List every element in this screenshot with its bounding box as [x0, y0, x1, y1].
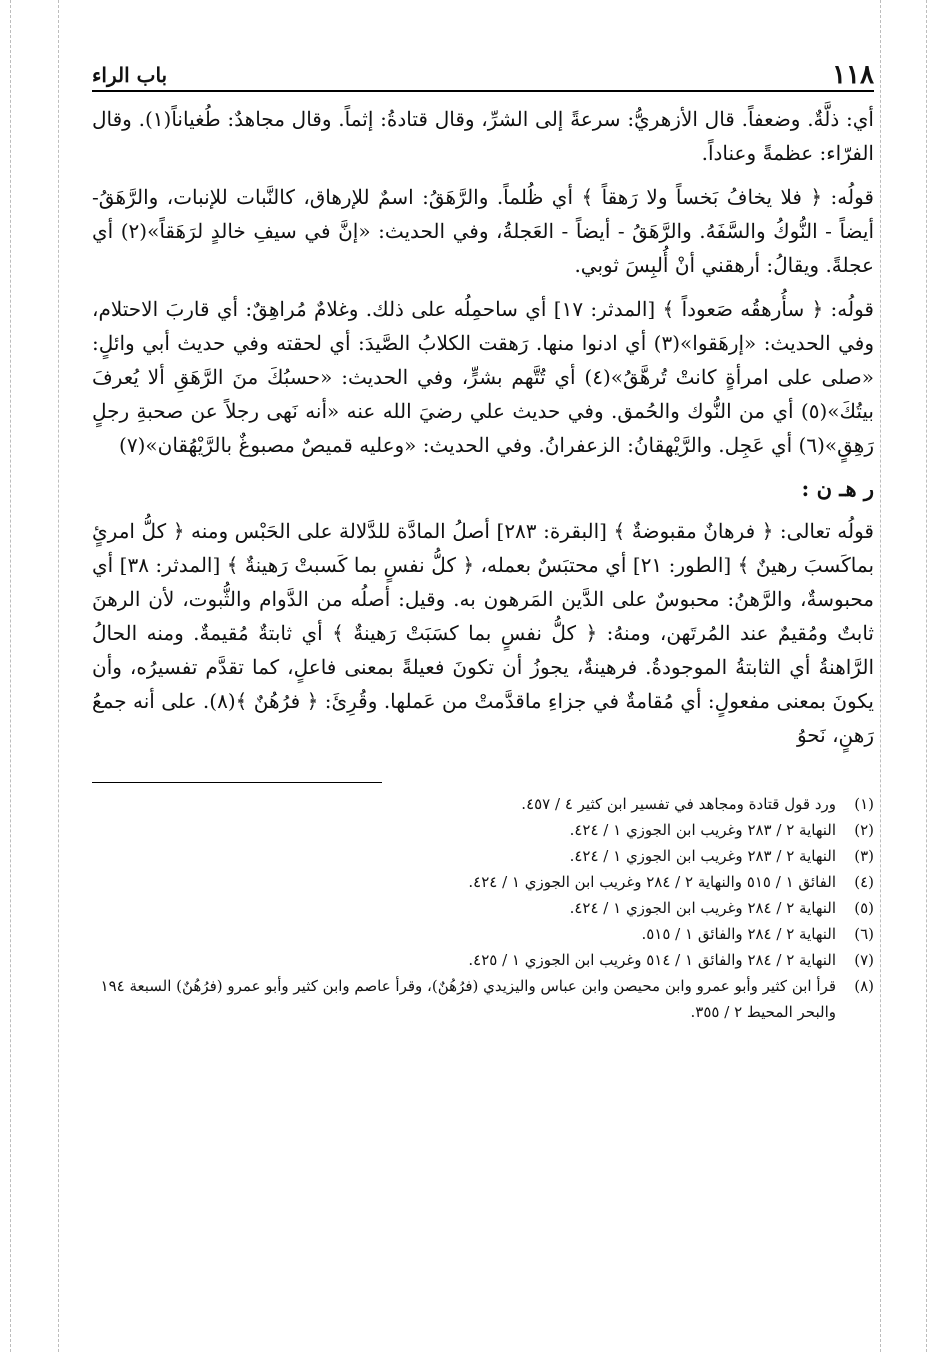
footnote-number: (٧): [854, 951, 874, 969]
footnote-text: النهاية ٢ / ٢٨٤ والفائق ١ / ٥١٤ وغريب ابن الجوزي ١ / ٤٢٥.: [468, 951, 836, 969]
footnote-number: (٦): [854, 925, 874, 943]
footnote-item: [92, 869, 874, 895]
footnote-text: النهاية ٢ / ٢٨٤ والفائق ١ / ٥١٥.: [641, 925, 836, 943]
footnote-number: (٣): [854, 847, 874, 865]
footnote-item: [92, 843, 874, 869]
footnote-text: النهاية ٢ / ٢٨٣ وغريب ابن الجوزي ١ / ٤٢٤.: [569, 847, 836, 865]
book-page: [92, 56, 874, 1025]
footnote-text: قرأ ابن كثير وأبو عمرو وابن محيصن وابن عباس واليزيدي (فرُهُنٌ)، وقرأ عاصم وابن كثير وأبو عمرو (فرُهُنٌ) السبعة ١٩٤ والبحر المحيط ٢ / ٣٥٥.: [100, 977, 836, 1021]
margin-guide-left-inner: [58, 0, 59, 1352]
footnote-item: [92, 791, 874, 817]
margin-guide-right-inner: [880, 0, 881, 1352]
footnote-text: النهاية ٢ / ٢٨٤ وغريب ابن الجوزي ١ / ٤٢٤.: [569, 899, 836, 917]
footnote-item: [92, 895, 874, 921]
section-heading: ر هـ ن :: [801, 476, 874, 501]
footnote-number: (٢): [854, 821, 874, 839]
chapter-title: باب الراء: [92, 63, 168, 87]
footnote-number: (٨): [854, 977, 874, 995]
paragraph: قولُه: ﴿ سأُرهقُه صَعوداً ﴾ [المدثر: ١٧] أي ساحمِلُه على ذلك. وغلامٌ مُراهِقٌ: أي قاربَ الاحتلام، وفي الحديث: «إرهَقوا»(٣) أي ادنوا منها. رَهقت الكلابُ الصَّيدَ: أي لحقته وفي حديث أبي وائلٍ: «صلى على امرأةٍ كانتْ تُرهَّقُ»(٤) أي تُتَّهم بشرٍّ، وفي الحديث: «حسبُكَ منَ الرَّهَقِ ألا يُعرفَ بيتُكَ»(٥) أي من النُّوك والحُمق. وفي حديث علي رضيَ الله عنه «أنه نَهى رجلاً عن صحبةِ رجلٍ رَهِقٍ»(٦) أي عَجِل. والرَّيْهقانُ: الزعفرانُ. وفي الحديث: «وعليه قميصٌ مصبوغٌ بالرَّيْهُقان»(٧): [92, 297, 874, 457]
margin-guide-right-outer: [926, 0, 927, 1352]
footnote-item: [92, 973, 874, 1025]
footnote-text: النهاية ٢ / ٢٨٣ وغريب ابن الجوزي ١ / ٤٢٤.: [569, 821, 836, 839]
footnote-text: ورد قول قتادة ومجاهد في تفسير ابن كثير ٤ / ٤٥٧.: [521, 795, 836, 813]
page-body: [92, 102, 874, 752]
paragraph: قولُه تعالى: ﴿ فرهانٌ مقبوضةٌ ﴾ [البقرة: ٢٨٣] أصلُ المادَّة للدَّلالة على الحَبْس ومنه ﴿ كلُّ امرئٍ بماكَسبَ رهينٌ ﴾ [الطور: ٢١] أي محتبَسٌ بعمله، ﴿ كلُّ نفسٍ بما كَسبتْ رَهينةٌ ﴾ [المدثر: ٣٨] أي محبوسةٌ، والرَّهنُ: محبوسٌ على الدَّين المَرهون به. وقيل: أصلُه من الدَّوام والثُّبوت، لأن الرهنَ ثابتٌ ومُقيمٌ عند المُرتَهن، ومنهُ: ﴿ كلُّ نفسٍ بما كسَبَتْ رَهينةٌ ﴾ أي ثابتةٌ مُقيمةٌ. ومنه الحالُ الرَّاهنةُ أي الثابتةُ الموجودةُ. فرهينةٌ، يجوزُ أن تكونَ فعيلةً بمعنى فاعلٍ، كما تقدَّم تفسيرُه، وأن يكونَ بمعنى مفعولٍ: أي مُقامةٌ في جزاءِ ماقدَّمتْ من عَملها. وقُرِئَ: ﴿ فرُهُنٌ ﴾(٨). على أنه جمعُ رَهنٍ، نَحوُ: [92, 519, 875, 747]
paragraph: أي: ذلَّةٌ. وضعفاً. قال الأزهريُّ: سرعةً إلى الشرِّ، وقال قتادةُ: إثماً. وقال مجاهدٌ: طُغياناً(١). وقال الفرّاء: عظمةً وعناداً.: [92, 107, 874, 165]
paragraph: قولُه: ﴿ فلا يخافُ بَخساً ولا رَهقاً ﴾ أي ظُلماً. والرَّهَقُ: اسمٌ للإرهاق، كالنَّبات للإنبات، والرَّهَقُ- أيضاً - النُّوكُ والسَّفَهُ. والرَّهَقُ - أيضاً - العَجلةُ، وفي الحديث: «إنَّ في سيفِ خالدٍ لرَهَقاً»(٢) أي عجلةً. ويقالُ: أرهقني أنْ أُلبِسَ ثوبي.: [92, 185, 874, 277]
margin-guide-left-outer: [10, 0, 11, 1352]
footnote-item: [92, 817, 874, 843]
footnote-number: (٥): [854, 899, 874, 917]
footnote-number: (٤): [854, 873, 874, 891]
footnote-divider: [92, 782, 382, 783]
footnote-text: الفائق ١ / ٥١٥ والنهاية ٢ / ٢٨٤ وغريب ابن الجوزي ١ / ٤٢٤.: [468, 873, 836, 891]
page-number: ١١٨: [832, 60, 874, 90]
footnote-number: (١): [854, 795, 874, 813]
footnote-item: [92, 921, 874, 947]
page-header: [92, 56, 874, 92]
footnote-item: [92, 947, 874, 973]
footnotes-list: [92, 791, 874, 1025]
